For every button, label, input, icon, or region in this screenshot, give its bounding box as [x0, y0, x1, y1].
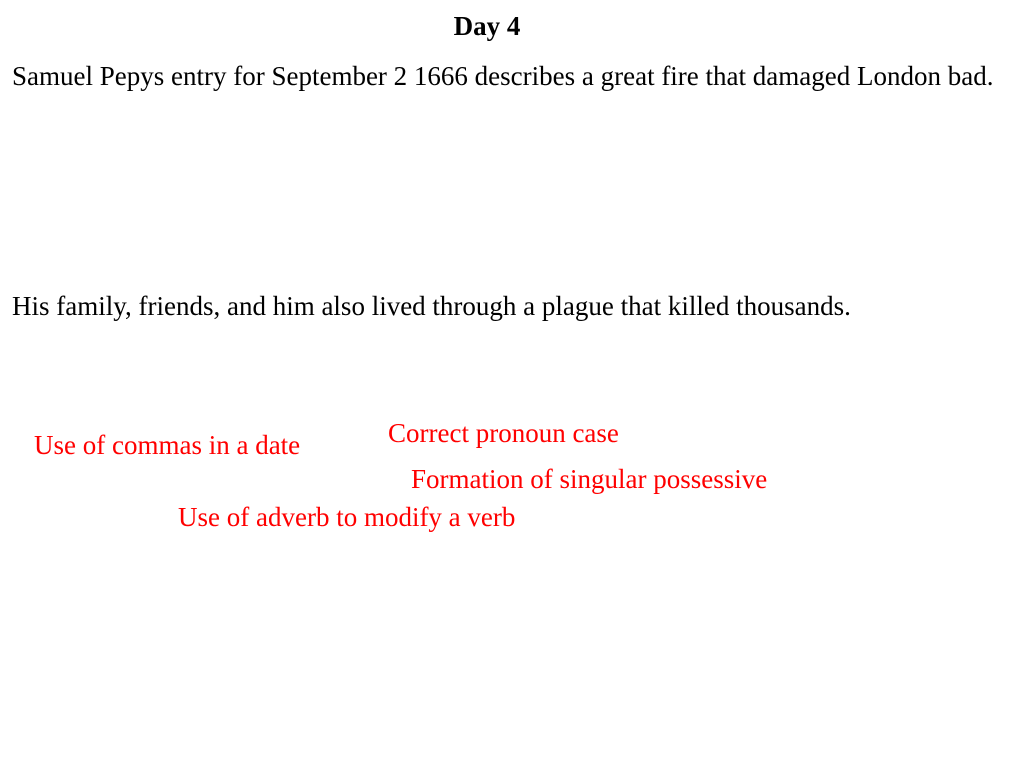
slide-title: Day 4 [453, 11, 521, 41]
sentence-paragraph-2: His family, friends, and him also lived through a plague that killed thousands. [12, 291, 851, 321]
annotation-pronoun-case: Correct pronoun case [388, 418, 619, 448]
annotation-singular-possessive: Formation of singular possessive [411, 464, 768, 494]
annotation-commas-in-date: Use of commas in a date [34, 430, 301, 460]
sentence-paragraph-1: Samuel Pepys entry for September 2 1666 describes a great fire that damaged London bad. [12, 61, 994, 91]
annotation-adverb-usage: Use of adverb to modify a verb [178, 502, 516, 532]
